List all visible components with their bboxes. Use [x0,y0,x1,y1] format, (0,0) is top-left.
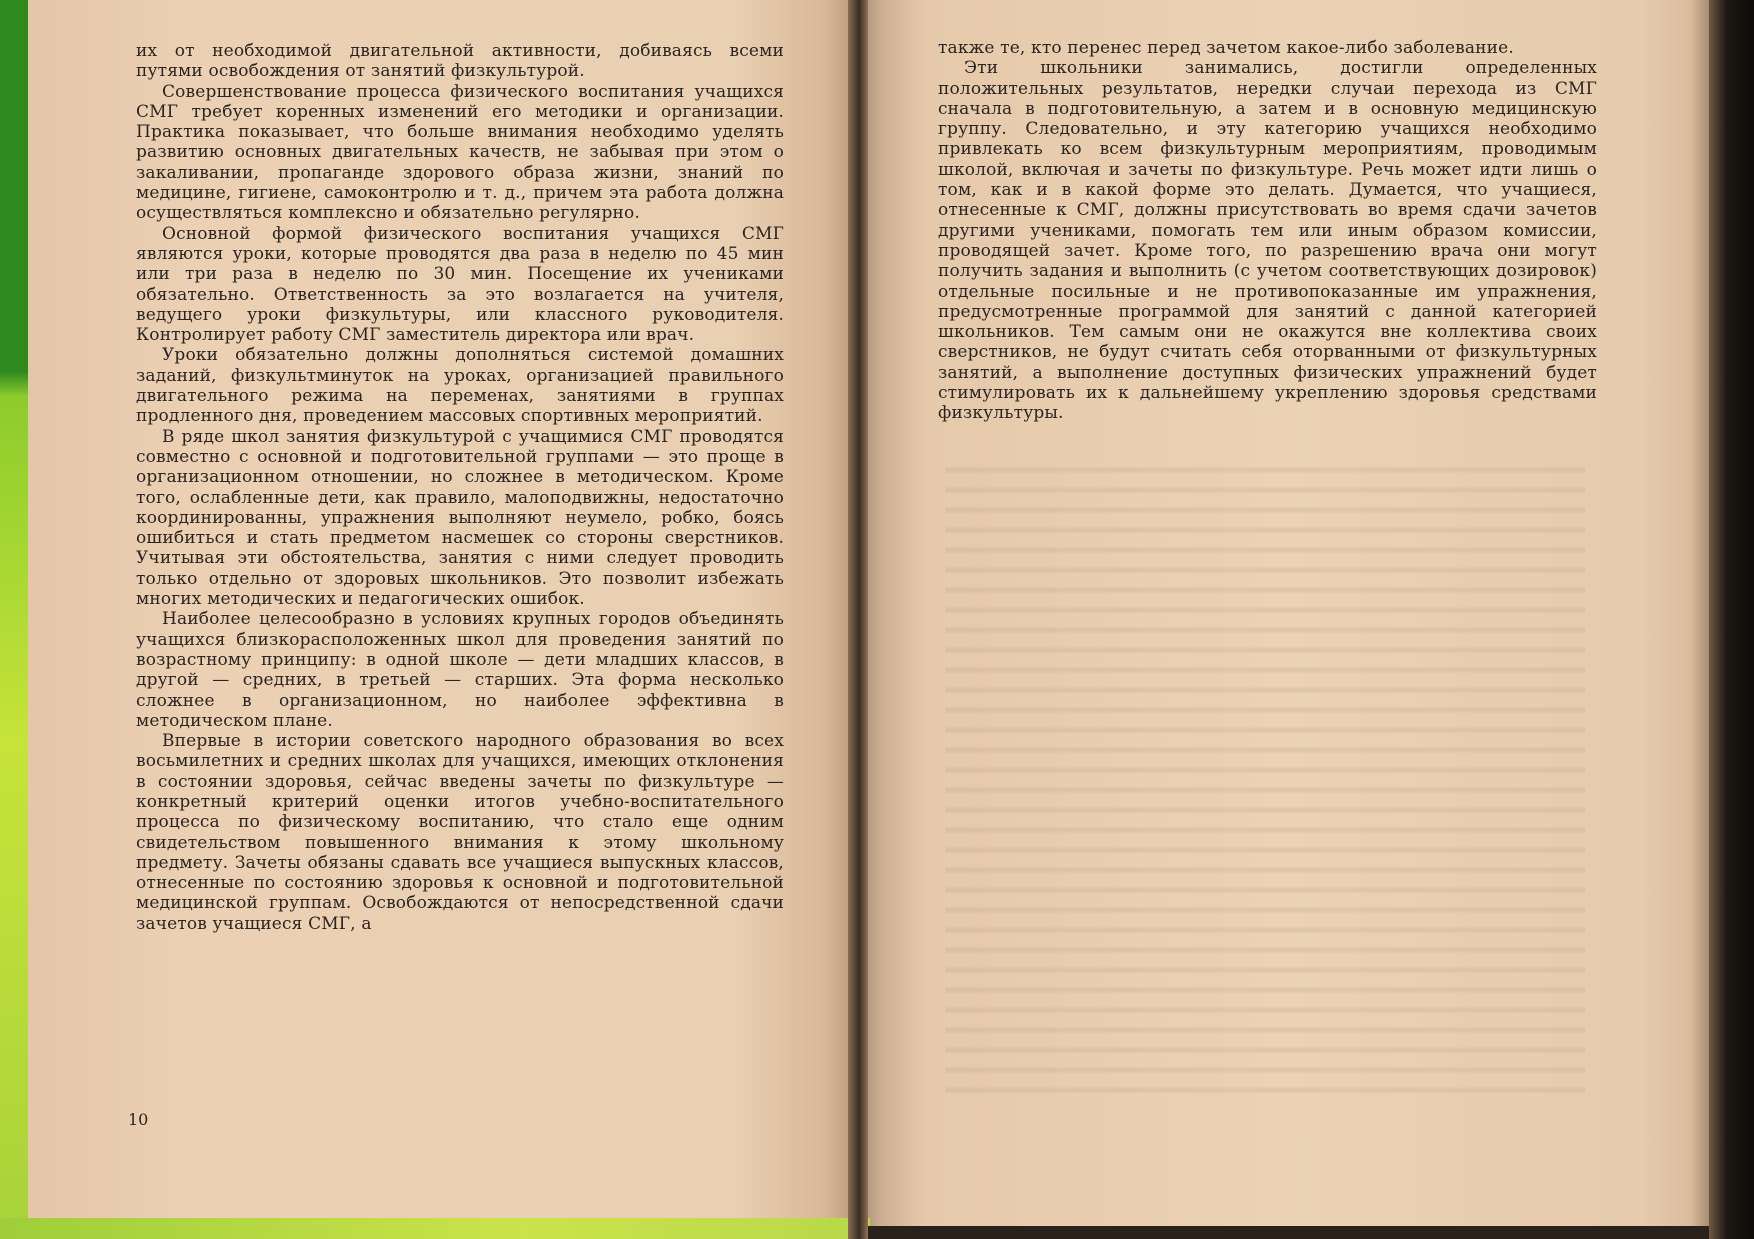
paragraph: Уроки обязательно должны дополняться системой домашних заданий, физкультминуток на уроках, организацией правильного двигательного режима на переменах, занятиями в группах продленного дня, проведением массовых спортивных мероприятий. [136,345,784,427]
page-number: 10 [128,1110,149,1129]
right-page-shadow [1690,0,1710,1239]
paragraph: В ряде школ занятия физкультурой с учащимися СМГ проводятся совместно с основной и подготовительной группами — это проще в организационном отношении, но сложнее в методическом. Кроме того, ослабленные дети, как правило, малоподвижны, недостаточно координированны, упражнения выполняют неумело, робко, боясь ошибиться и стать предметом насмешек со стороны сверстников. Учитывая эти обстоятельства, занятия с ними следует проводить только отдельно от здоровых школьников. Это позволит избежать многих методических и педагогических ошибок. [136,426,784,610]
green-cover-bottom [0,1218,870,1239]
left-page-text [136,41,784,934]
paragraph: Совершенствование процесса физического воспитания учащихся СМГ требует коренных изменений его методики и организации. Практика показывает, что больше внимания необходимо уделять развитию основных двигательных качеств, не забывая при этом о закаливании, пропаганде здорового образа жизни, знаний по медицине, гигиене, самоконтролю и т. д., причем эта работа должна осуществляться комплексно и обязательно регулярно. [136,81,784,224]
book-gutter [848,0,868,1239]
green-cover-edge [0,0,28,1239]
right-page-text [938,38,1597,424]
bottom-edge [868,1226,1709,1239]
paragraph: Впервые в истории советского народного образования во всех восьмилетних и средних школах для учащихся, имеющих отклонения в состоянии здоровья, сейчас введены зачеты по физкультуре — конкретный критерий оценки итогов учебно-воспитательного процесса по физическому воспитанию, что стало еще одним свидетельством повышенного внимания к этому школьному предмету. Зачеты обязаны сдавать все учащиеся выпускных классов, отнесенные по состоянию здоровья к основной и подготовительной медицинской группам. Освобождаются от непосредственной сдачи зачетов учащиеся СМГ, а [136,731,784,934]
right-cover-edge [1709,0,1754,1239]
paragraph: Основной формой физического воспитания учащихся СМГ являются уроки, которые проводятся два раза в неделю по 45 мин или три раза в неделю по 30 мин. Посещение их учениками обязательно. Ответственность за это возлагается на учителя, ведущего уроки физкультуры, или классного руководителя. Контролирует работу СМГ заместитель директора или врач. [136,223,784,346]
paragraph: Наиболее целесообразно в условиях крупных городов объединять учащихся близкорасположенных школ для проведения занятий по возрастному принципу: в одной школе — дети младших классов, в другой — средних, в третьей — старших. Эта форма несколько сложнее в организационном, но наиболее эффективна в методическом плане. [136,609,784,731]
paragraph: также те, кто перенес перед зачетом какое-либо заболевание. [938,38,1514,58]
paragraph: их от необходимой двигательной активности, добиваясь всеми путями освобождения от занятий физкультурой. [136,41,784,82]
show-through-text [945,455,1585,1095]
paragraph: Эти школьники занимались, достигли определенных положительных результатов, нередки случаи перехода из СМГ сначала в подготовительную, а затем и в основную медицинскую группу. Следовательно, и эту категорию учащихся необходимо привлекать ко всем физкультурным мероприятиям, проводимым школой, включая и зачеты по физкультуре. Речь может идти лишь о том, как и в какой форме это делать. Думается, что учащиеся, отнесенные к СМГ, должны присутствовать во время сдачи зачетов другими учениками, помогать тем или иным образом комиссии, проводящей зачет. Кроме того, по разрешению врача они могут получить задания и выполнить (с учетом соответствующих дозировок) отдельные посильные и не противопоказанные им упражнения, предусмотренные программой для занятий с данной категорией школьников. Тем самым они не окажутся вне коллектива своих сверстников, не будут считать себя оторванными от физкультурных занятий, а выполнение доступных физических упражнений будет стимулировать их к дальнейшему укреплению здоровья средствами физкультуры. [938,58,1597,424]
